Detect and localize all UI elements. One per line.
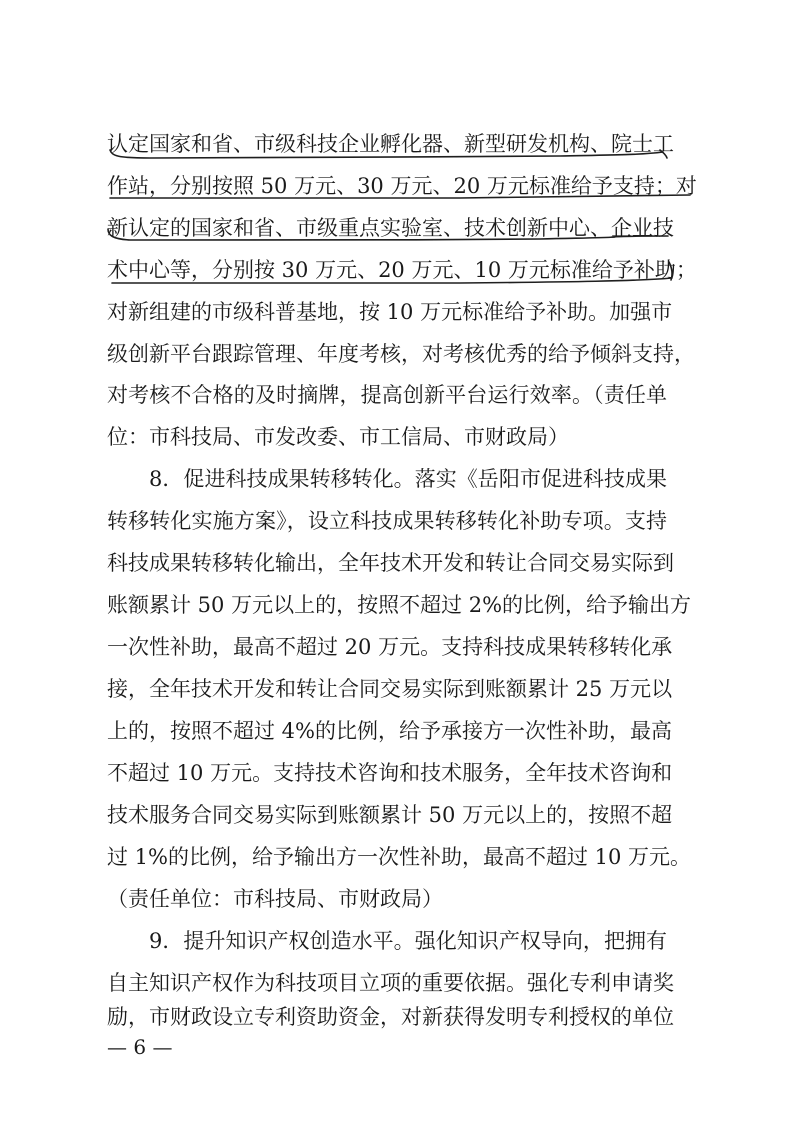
body-line: 一次性补助，最高不超过 20 万元。支持科技成果转移转化承 [107, 635, 673, 659]
body-line: 新认定的国家和省、市级重点实验室、技术创新中心、企业技 [107, 216, 674, 240]
body-line: 科技成果转移转化输出，全年技术开发和转让合同交易实际到 [107, 551, 674, 575]
body-line: 对新组建的市级科普基地，按 10 万元标准给予补助。加强市 [107, 300, 673, 324]
body-line: 过 1%的比例，给予输出方一次性补助，最高不超过 10 万元。 [107, 845, 692, 869]
body-line: 励，市财政设立专利资助资金，对新获得发明专利授权的单位 [107, 1005, 674, 1029]
body-line: 作站，分别按照 50 万元、30 万元、20 万元标准给予支持；对 [107, 174, 697, 198]
body-line: 自主知识产权作为科技项目立项的重要依据。强化专利申请奖 [107, 971, 674, 995]
body-line: 术中心等，分别按 30 万元、20 万元、10 万元标准给予补助； [107, 258, 697, 282]
body-line: 位：市科技局、市发改委、市工信局、市财政局） [107, 425, 569, 449]
body-line: 不超过 10 万元。支持技术咨询和技术服务，全年技术咨询和 [107, 761, 673, 785]
body-line: 技术服务合同交易实际到账额累计 50 万元以上的，按照不超 [107, 803, 673, 827]
body-line: 转移转化实施方案》，设立科技成果转移转化补助专项。支持 [107, 509, 667, 533]
body-line: 上的，按照不超过 4%的比例，给予承接方一次性补助，最高 [107, 719, 672, 743]
body-line: 对考核不合格的及时摘牌，提高创新平台运行效率。（责任单 [107, 383, 667, 407]
body-line: 级创新平台跟踪管理、年度考核，对考核优秀的给予倾斜支持， [107, 342, 695, 366]
body-line: 账额累计 50 万元以上的，按照不超过 2%的比例，给予输出方 [107, 593, 692, 617]
page-number: — 6 — [107, 1035, 173, 1059]
body-line: （责任单位：市科技局、市财政局） [107, 887, 443, 911]
body-line: 接，全年技术开发和转让合同交易实际到账额累计 25 万元以 [107, 677, 673, 701]
section-heading-line: 8．促进科技成果转移转化。落实《岳阳市促进科技成果 [149, 467, 667, 491]
body-line: 认定国家和省、市级科技企业孵化器、新型研发机构、院士工 [107, 132, 674, 156]
section-heading-line: 9．提升知识产权创造水平。强化知识产权导向，把拥有 [149, 929, 667, 953]
